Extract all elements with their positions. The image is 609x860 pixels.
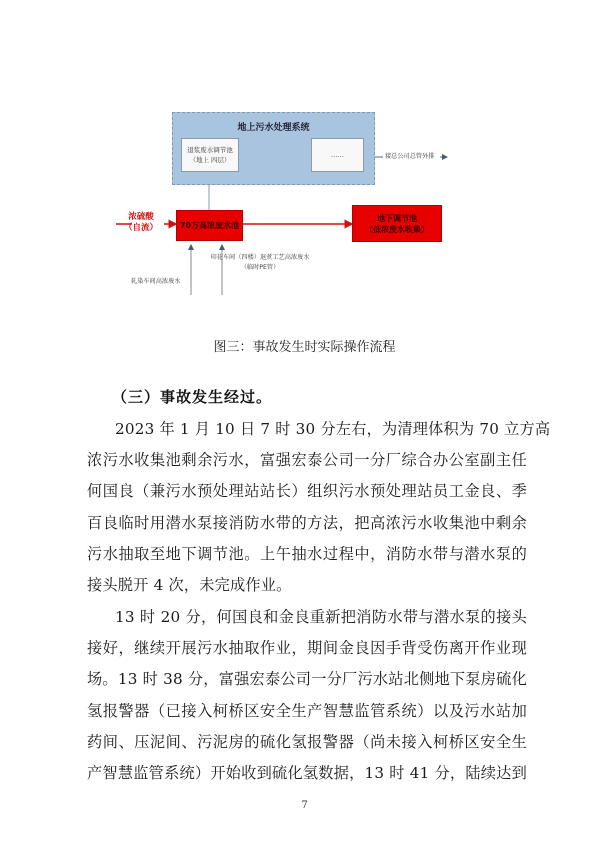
paragraph-2-line: 13 时 20 分，何国良和金良重新把消防水带与潜水泵的接头	[115, 608, 527, 626]
paragraph-1-line: 2023 年 1 月 10 日 7 时 30 分左右，为清理体积为 70 立方高	[115, 420, 551, 438]
paragraph-1-line: 百良临时用潜水泵接消防水带的方法，把高浓污水收集池中剩余	[87, 514, 527, 532]
page-number: 7	[301, 800, 308, 811]
outflow-label: 接总公司总管外排	[385, 153, 435, 160]
underground-tank-label: 地下调节池	[377, 213, 417, 223]
paragraph-2-line: 产智慧监管系统）开始收到硫化氢数据，13 时 41 分，陆续达到	[87, 764, 527, 782]
section-heading: （三）事故发生经过。	[112, 388, 273, 406]
underground-tank-box	[352, 205, 442, 242]
main-tank-box	[176, 210, 243, 241]
regulating-tank-box	[181, 138, 239, 172]
paragraph-2-line: 药间、压泥间、污泥房的硫化氢报警器（尚未接入柯桥区安全生	[87, 733, 527, 751]
regulating-tank-label: 退浆废水调节池	[187, 146, 233, 154]
printing-workshop-note: （临时PE管）	[240, 264, 280, 271]
paragraph-1-line: 何国良（兼污水预处理站站长）组织污水预处理站员工金良、季	[87, 482, 527, 500]
printing-workshop-name: 印花车间（四楼）退煮工艺高浓废水	[210, 254, 310, 261]
paragraph-1-line: 污水抽取至地下调节池。上午抽水过程中，消防水带与潜水泵的	[87, 545, 527, 563]
system-title: 地上污水处理系统	[237, 123, 310, 133]
next-process-label: ……	[331, 151, 344, 159]
paragraph-2-line: 氢报警器（已接入柯桥区安全生产智慧监管系统）以及污水站加	[87, 702, 527, 720]
paragraph-2-line: 接好，继续开展污水抽取作业，期间金良因手背受伤离开作业现	[87, 639, 527, 657]
paragraph-1-line: 浓污水收集池剩余污水，富强宏泰公司一分厂综合办公室副主任	[87, 451, 527, 469]
acid-label-note: （自流）	[123, 223, 158, 233]
underground-tank-sublabel: （低浓废水收集）	[365, 224, 429, 234]
acid-label	[117, 212, 165, 234]
paragraph-1-line: 接头脱开 4 次，未完成作业。	[87, 576, 292, 594]
paragraph-2-line: 场。13 时 38 分，富强宏泰公司一分厂污水站北侧地下泵房硫化	[87, 670, 527, 688]
regulating-tank-sublabel: （地上 四层）	[189, 156, 231, 164]
main-tank-label: 70方高浓废水池	[179, 221, 240, 230]
next-process-box	[311, 138, 364, 172]
printing-workshop-label	[200, 253, 320, 273]
figure-caption: 图三：事故发生时实际操作流程	[213, 340, 396, 355]
process-flow-diagram	[0, 0, 609, 310]
dyeing-workshop-label: 轧染车间高浓废水	[131, 278, 181, 285]
acid-label-name: 浓硫酸	[128, 212, 154, 222]
